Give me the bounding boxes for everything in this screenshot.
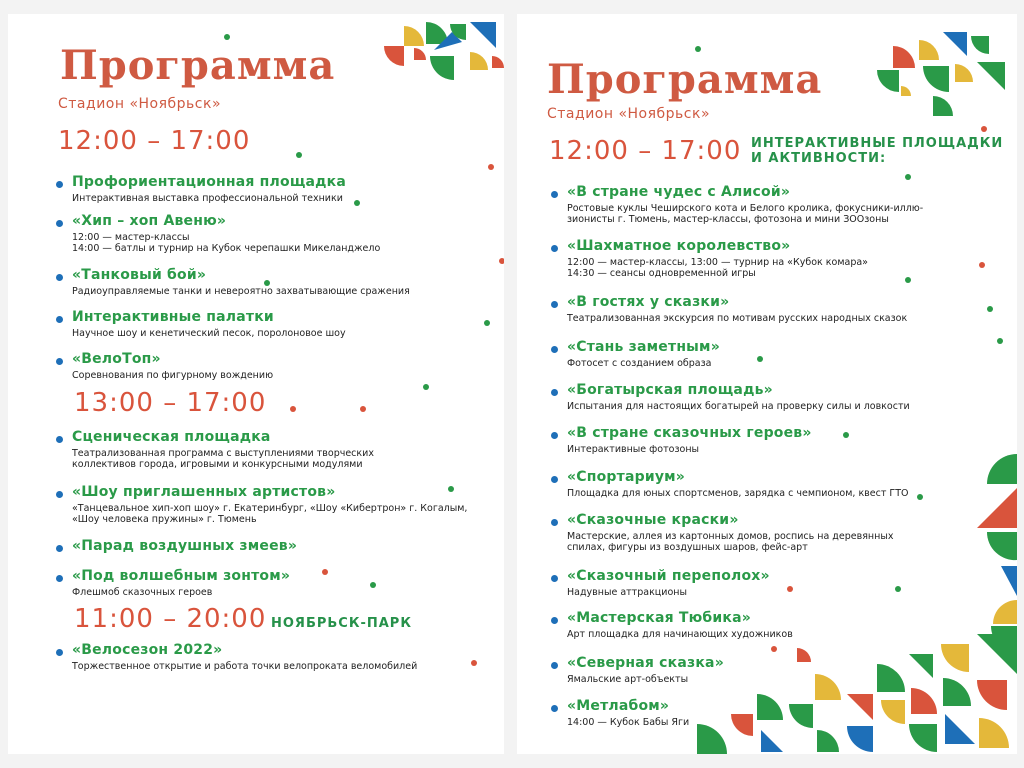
bullet-icon [56,358,63,365]
decor-dot [423,384,429,390]
decor-dot [979,262,985,268]
program-item-name: «Спортариум» [567,469,686,485]
program-item-name: «Шахматное королевство» [567,238,791,254]
bullet-icon [551,705,558,712]
program-item [551,339,1011,369]
bullet-icon [551,432,558,439]
bullet-icon [56,181,63,188]
program-item [551,568,1011,598]
decor-dot [296,152,302,158]
time-slot-3: 11:00 – 20:00 [74,604,267,634]
decor-dot [843,432,849,438]
ornament-right-edge [951,454,1017,654]
decor-dot [322,569,328,575]
decor-dot [290,406,296,412]
program-item-desc: Ростовые куклы Чеширского кота и Белого кролика, фокусники-иллю- зионисты г. Тюмень, мастер-классы, фотозона и мини ЗООзоны [567,203,924,225]
program-item [56,351,496,381]
program-item [551,184,1011,228]
program-item-name: «Стань заметным» [567,339,720,355]
program-item [56,429,496,473]
decor-dot [484,320,490,326]
program-item-name: «В гостях у сказки» [567,294,730,310]
program-item-desc: 12:00 — мастер-классы, 13:00 — турнир на «Кубок комара» 14:30 — сеансы одновременной игры [567,257,868,279]
program-item-desc: Ямальские арт-объекты [567,674,689,685]
decor-dot [224,34,230,40]
program-item-desc: Площадка для юных спортсменов, зарядка с чемпионом, квест ГТО [567,488,909,499]
program-item-desc: Интерактивные фотозоны [567,444,700,455]
program-item-desc: Мастерские, аллея из картонных домов, роспись на деревянных спилах, фигуры из воздушных шаров, фейс-арт [567,531,894,553]
program-item-name: «Велосезон 2022» [72,642,223,658]
program-item-desc: Флешмоб сказочных героев [72,587,213,598]
bullet-icon [56,575,63,582]
time-slot-1: 12:00 – 17:00 [549,136,742,166]
program-item [56,309,496,339]
time-slot-1: 12:00 – 17:00 [58,126,251,156]
bullet-icon [551,476,558,483]
decor-dot [757,356,763,362]
program-item [56,484,496,528]
bullet-icon [551,245,558,252]
decor-dot [787,586,793,592]
program-item [56,642,496,672]
program-item [56,538,496,558]
program-item [551,512,1011,556]
program-item-desc: Фотосет с созданием образа [567,358,712,369]
program-item-desc: Надувные аттракционы [567,587,687,598]
decor-dot [987,306,993,312]
program-item-name: «Танковый бой» [72,267,207,283]
program-item-desc: «Танцевальное хип-хоп шоу» г. Екатеринбург, «Шоу «Кибертрон» г. Когалым, «Шоу человека пружины» г. Тюмень [72,503,468,525]
program-item-desc: 12:00 — мастер-классы 14:00 — батлы и турнир на Кубок черепашки Микеланджело [72,232,381,254]
program-item-name: Профориентационная площадка [72,174,347,190]
venue-label: Стадион «Ноябрьск» [547,106,711,122]
bullet-icon [56,274,63,281]
bullet-icon [551,389,558,396]
time-slot-2: 13:00 – 17:00 [74,388,267,418]
program-item-name: Сценическая площадка [72,429,271,445]
decor-dot [771,646,777,652]
program-item-name: «Сказочные краски» [567,512,739,528]
program-item-desc: Театрализованная программа с выступлениями творческих коллективов города, игровыми и конкурсными модулями [72,448,374,470]
program-item [551,469,1011,499]
decor-dot [895,586,901,592]
program-item-name: «Сказочный переполох» [567,568,770,584]
program-page-right [517,14,1017,754]
bullet-icon [56,316,63,323]
decor-dot [997,338,1003,344]
decor-dot [471,660,477,666]
program-item [551,238,1011,282]
decor-dot [354,200,360,206]
bullet-icon [551,662,558,669]
decor-dot [981,126,987,132]
program-item-name: «Мастерская Тюбика» [567,610,752,626]
program-item [56,174,496,204]
decor-dot [488,164,494,170]
program-item-name: «Богатырская площадь» [567,382,773,398]
bullet-icon [56,545,63,552]
program-item [551,294,1011,324]
bullet-icon [551,575,558,582]
decor-dot [917,494,923,500]
bullet-icon [56,491,63,498]
program-item-name: «В стране сказочных героев» [567,425,812,441]
program-item-desc: Испытания для настоящих богатырей на проверку силы и ловкости [567,401,910,412]
program-item [56,568,496,598]
program-item-name: «Под волшебным зонтом» [72,568,291,584]
decor-dot [448,486,454,492]
program-item-desc: Торжественное открытие и работа точки велопроката веломобилей [72,661,418,672]
ornament-top-left-page [374,16,504,92]
program-item-desc: Театрализованная экскурсия по мотивам русских народных сказок [567,313,908,324]
program-item-desc: Интерактивная выставка профессиональной техники [72,193,343,204]
program-item [56,267,496,297]
program-item-desc: 14:00 — Кубок Бабы Яги [567,717,690,728]
decor-dot [360,406,366,412]
decor-dot [905,277,911,283]
program-item-name: «ВелоТоп» [72,351,161,367]
program-item-name: «Метлабом» [567,698,670,714]
program-item-name: «Северная сказка» [567,655,724,671]
program-item [551,382,1011,412]
decor-dot [264,280,270,286]
decor-dot [905,174,911,180]
bullet-icon [56,220,63,227]
page-title: Программа [60,42,336,89]
program-item-desc: Соревнования по фигурному вождению [72,370,274,381]
time-slot-3-location: НОЯБРЬСК-ПАРК [271,616,412,631]
program-item [551,425,1011,455]
program-item-name: «Парад воздушных змеев» [72,538,298,554]
program-item-name: «В стране чудес с Алисой» [567,184,791,200]
program-item-name: Интерактивные палатки [72,309,274,325]
decor-dot [499,258,504,264]
bullet-icon [56,649,63,656]
program-item-name: «Шоу приглашенных артистов» [72,484,336,500]
ornament-top-right-page [873,26,1013,122]
program-item-name: «Хип – хоп Авеню» [72,213,227,229]
decor-dot [370,582,376,588]
venue-label: Стадион «Ноябрьск» [58,96,222,112]
bullet-icon [551,346,558,353]
bullet-icon [551,617,558,624]
program-item-desc: Арт площадка для начинающих художников [567,629,793,640]
program-page-left [8,14,504,754]
bullet-icon [551,301,558,308]
page-title: Программа [547,56,823,103]
bullet-icon [551,519,558,526]
decor-dot [695,46,701,52]
bullet-icon [551,191,558,198]
program-item [56,213,496,257]
program-item-desc: Научное шоу и кенетический песок, поролоновое шоу [72,328,346,339]
time-slot-1-note: ИНТЕРАКТИВНЫЕ ПЛОЩАДКИ И АКТИВНОСТИ: [751,136,1004,166]
ornament-bottom-right [697,634,1017,754]
bullet-icon [56,436,63,443]
program-item-desc: Радиоуправляемые танки и невероятно захватывающие сражения [72,286,410,297]
